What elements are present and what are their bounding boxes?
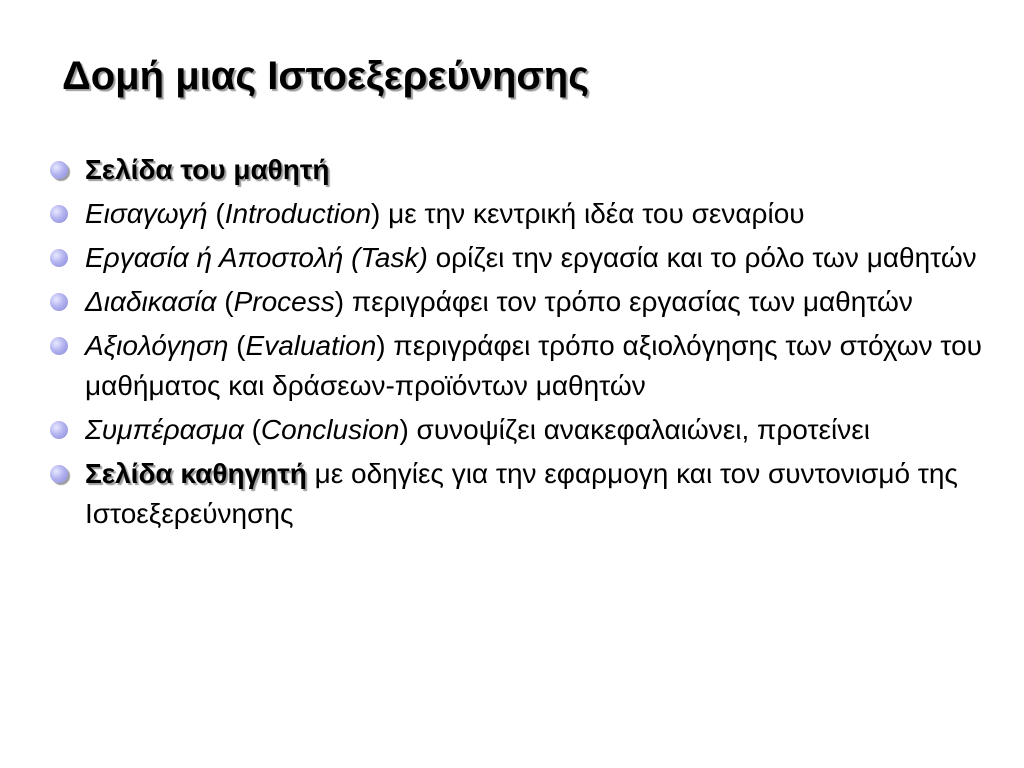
bullet-term: Συμπέρασμα — [85, 414, 244, 445]
bullet-icon — [50, 205, 68, 223]
bullet-paren-open: ( — [207, 198, 225, 229]
bullet-paren-close: ) — [376, 330, 386, 361]
bullet-item-conclusion — [48, 410, 988, 450]
bullet-list — [48, 150, 988, 538]
bullet-english-term: Introduction — [224, 198, 372, 229]
bullet-description: περιγράφει τρόπο αξιολόγησης των στόχων του μαθήματος και δράσεων-προϊόντων μαθητών — [85, 330, 982, 401]
bullet-bold-text: Σελίδα του μαθητή — [85, 154, 330, 185]
bullet-icon — [50, 249, 68, 267]
bullet-item-evaluation — [48, 326, 988, 406]
bullet-icon — [50, 465, 68, 483]
bullet-bold-text: Σελίδα καθηγητή — [85, 458, 307, 489]
bullet-paren-open: ( — [243, 414, 261, 445]
bullet-item-process — [48, 282, 988, 322]
bullet-term: Διαδικασία — [85, 286, 217, 317]
bullet-icon — [50, 161, 68, 179]
bullet-english-term: Process — [233, 286, 335, 317]
bullet-item-teacher-page — [48, 454, 988, 534]
bullet-paren-open: ( — [228, 330, 246, 361]
bullet-term: Εργασία ή Αποστολή (Task) — [85, 242, 428, 273]
bullet-description: συνοψίζει ανακεφαλαιώνει, προτείνει — [408, 414, 870, 445]
bullet-icon — [50, 293, 68, 311]
bullet-item-introduction — [48, 194, 988, 234]
bullet-icon — [50, 421, 68, 439]
bullet-term: Αξιολόγηση — [85, 330, 229, 361]
bullet-term: Εισαγωγή — [85, 198, 208, 229]
bullet-description: ορίζει την εργασία και το ρόλο των μαθητών — [427, 242, 977, 273]
bullet-paren-open: ( — [216, 286, 234, 317]
bullet-paren-close: ) — [371, 198, 381, 229]
slide-title: Δομή μιας Ιστοεξερεύνησης — [62, 54, 590, 98]
bullet-english-term: Conclusion — [260, 414, 400, 445]
bullet-item-student-page — [48, 150, 988, 190]
bullet-description: περιγράφει τον τρόπο εργασίας των μαθητών — [344, 286, 913, 317]
bullet-paren-close: ) — [399, 414, 409, 445]
bullet-paren-close: ) — [334, 286, 345, 317]
bullet-description: με οδηγίες για την εφαρμογη και τον συντονισμό της Ιστοεξερεύνησης — [85, 458, 958, 529]
bullet-description: με την κεντρική ιδέα του σεναρίου — [380, 198, 805, 229]
bullet-english-term: Evaluation — [245, 330, 377, 361]
bullet-icon — [50, 337, 68, 355]
bullet-item-task — [48, 238, 988, 278]
